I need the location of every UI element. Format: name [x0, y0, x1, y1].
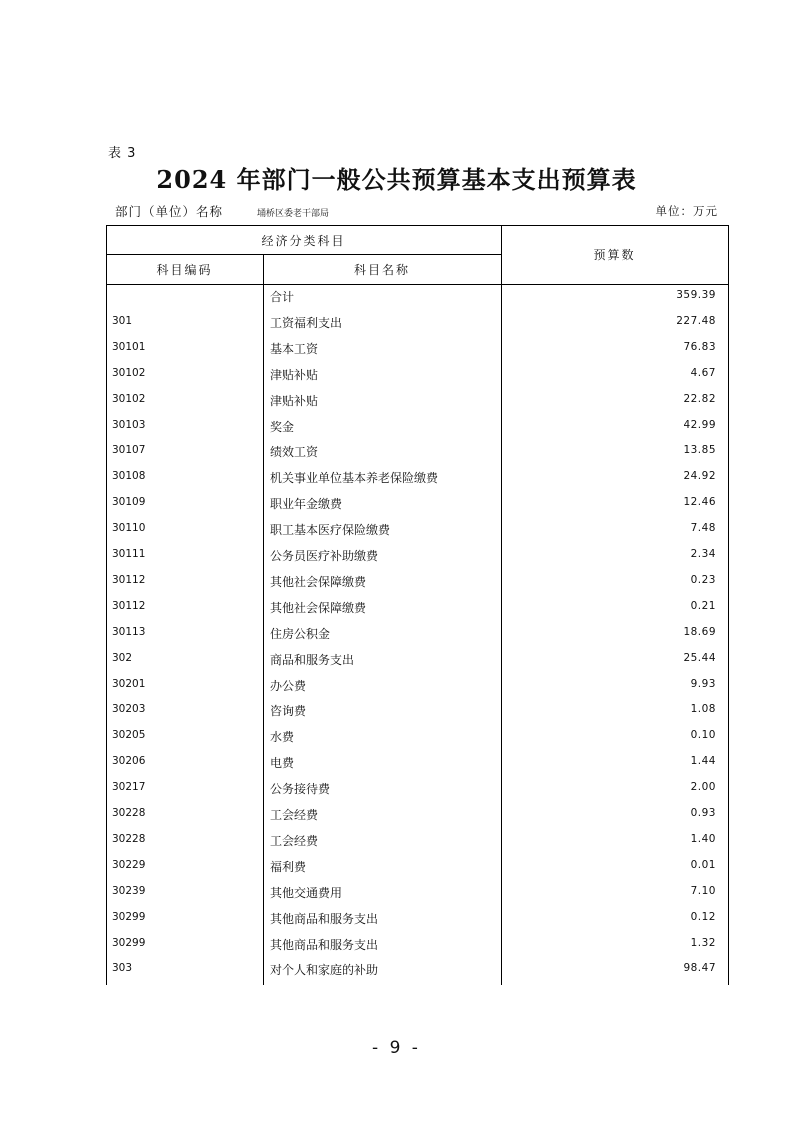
table-row	[106, 414, 729, 440]
row-code: 30229	[112, 858, 146, 871]
row-code: 30102	[112, 366, 146, 379]
row-code: 302	[112, 651, 133, 664]
row-code: 30111	[112, 548, 146, 560]
row-name: 其他商品和服务支出	[270, 937, 379, 952]
table-row	[106, 828, 729, 854]
row-code: 30113	[112, 625, 146, 638]
table-row	[106, 517, 729, 543]
row-name: 住房公积金	[270, 626, 331, 641]
row-amount: 1.44	[690, 755, 716, 768]
table-row	[106, 724, 729, 750]
table-row	[106, 388, 729, 414]
row-name: 津贴补贴	[270, 393, 319, 408]
table-row	[106, 362, 729, 388]
row-amount: 2.00	[690, 781, 716, 794]
row-amount: 1.32	[690, 936, 716, 949]
row-amount: 0.01	[690, 858, 716, 871]
table-row	[106, 906, 729, 932]
row-name: 工资福利支出	[270, 315, 343, 330]
row-name: 绩效工资	[270, 445, 319, 460]
row-code: 30217	[112, 781, 146, 794]
row-name: 职业年金缴费	[270, 497, 343, 512]
row-amount: 13.85	[683, 444, 716, 457]
row-name: 商品和服务支出	[270, 652, 355, 667]
row-amount: 4.67	[690, 366, 716, 379]
page-title: 2024 年部门一般公共预算基本支出预算表	[156, 165, 637, 194]
department-label: 部门（单位）名称	[115, 204, 224, 219]
department-line	[115, 202, 329, 220]
row-code: 30299	[112, 936, 146, 949]
row-code: 30112	[112, 573, 146, 586]
header-divider-group	[106, 254, 501, 255]
table-border-top	[106, 225, 729, 226]
row-code: 30228	[112, 807, 146, 819]
row-amount: 0.93	[690, 807, 716, 819]
row-name: 奖金	[270, 419, 295, 434]
table-row	[106, 932, 729, 958]
row-name: 基本工资	[270, 341, 319, 356]
table-row	[106, 802, 729, 828]
row-code: 30299	[112, 910, 146, 923]
row-code: 30110	[112, 522, 146, 535]
row-amount: 0.23	[690, 573, 716, 586]
row-code: 30112	[112, 599, 146, 612]
row-amount: 98.47	[683, 962, 716, 975]
row-amount: 42.99	[683, 418, 716, 431]
header-budget-amount: 预算数	[593, 248, 636, 262]
row-name: 工会经费	[270, 833, 319, 848]
row-name: 合计	[270, 290, 295, 304]
row-name: 对个人和家庭的补助	[270, 963, 379, 978]
row-amount: 18.69	[683, 625, 716, 638]
row-name: 职工基本医疗保险缴费	[270, 523, 391, 538]
table-row	[106, 698, 729, 724]
header-subject-code: 科目编码	[156, 263, 213, 277]
row-code: 30203	[112, 703, 146, 716]
table-row	[106, 776, 729, 802]
row-amount: 24.92	[683, 470, 716, 483]
row-code: 30201	[112, 677, 146, 690]
table-row	[106, 439, 729, 465]
row-amount: 0.21	[690, 599, 716, 612]
row-name: 其他商品和服务支出	[270, 911, 379, 926]
row-code: 30206	[112, 755, 146, 768]
row-amount: 25.44	[683, 651, 716, 664]
table-row	[106, 647, 729, 673]
row-amount: 1.40	[690, 832, 716, 845]
row-name: 公务员医疗补助缴费	[270, 549, 379, 563]
table-row	[106, 569, 729, 595]
row-code: 30102	[112, 392, 146, 405]
table-row	[106, 621, 729, 647]
row-code: 30101	[112, 340, 146, 353]
row-name: 其他社会保障缴费	[270, 600, 367, 615]
row-name: 办公费	[270, 678, 307, 693]
row-name: 其他社会保障缴费	[270, 574, 367, 589]
row-code: 301	[112, 314, 133, 327]
row-amount: 22.82	[683, 392, 716, 405]
row-code: 30109	[112, 496, 146, 509]
row-name: 津贴补贴	[270, 367, 319, 382]
row-amount: 2.34	[690, 548, 716, 560]
row-amount: 76.83	[683, 340, 716, 353]
table-row	[106, 336, 729, 362]
table-row	[106, 465, 729, 491]
row-amount: 7.48	[690, 522, 716, 535]
row-name: 福利费	[270, 859, 307, 874]
row-amount: 9.93	[690, 677, 716, 690]
row-code: 30228	[112, 832, 146, 845]
table-row	[106, 491, 729, 517]
row-amount: 7.10	[690, 884, 716, 897]
row-name: 公务接待费	[270, 782, 331, 797]
row-amount: 0.10	[690, 729, 716, 742]
table-row	[106, 673, 729, 699]
page-number: - 9 -	[372, 1038, 421, 1058]
row-name: 机关事业单位基本养老保险缴费	[270, 471, 439, 486]
row-name: 工会经费	[270, 808, 319, 822]
row-amount: 12.46	[683, 496, 716, 509]
table-row	[106, 880, 729, 906]
row-name: 电费	[270, 756, 295, 771]
row-code: 30103	[112, 418, 146, 431]
row-name: 水费	[270, 730, 295, 745]
header-subject-name: 科目名称	[353, 263, 410, 277]
table-row	[106, 750, 729, 776]
table-label: 表 3	[108, 146, 137, 161]
table-row	[106, 284, 729, 310]
row-code: 30239	[112, 884, 146, 897]
row-name: 咨询费	[270, 704, 307, 719]
row-code: 30205	[112, 729, 146, 742]
row-amount: 359.39	[676, 289, 716, 301]
row-amount: 1.08	[690, 703, 716, 716]
row-code: 30108	[112, 470, 146, 483]
row-amount: 0.12	[690, 910, 716, 923]
budget-table	[106, 225, 729, 985]
unit-label: 单位：万元	[655, 204, 718, 218]
row-code: 30107	[112, 444, 146, 457]
table-row	[106, 854, 729, 880]
table-row	[106, 310, 729, 336]
table-row	[106, 957, 729, 983]
header-economic-classification: 经济分类科目	[261, 234, 346, 248]
table-row	[106, 595, 729, 621]
row-name: 其他交通费用	[270, 885, 343, 900]
department-name: 埇桥区委老干部局	[257, 209, 330, 219]
table-row	[106, 543, 729, 569]
row-amount: 227.48	[676, 314, 716, 327]
row-code: 303	[112, 962, 133, 975]
